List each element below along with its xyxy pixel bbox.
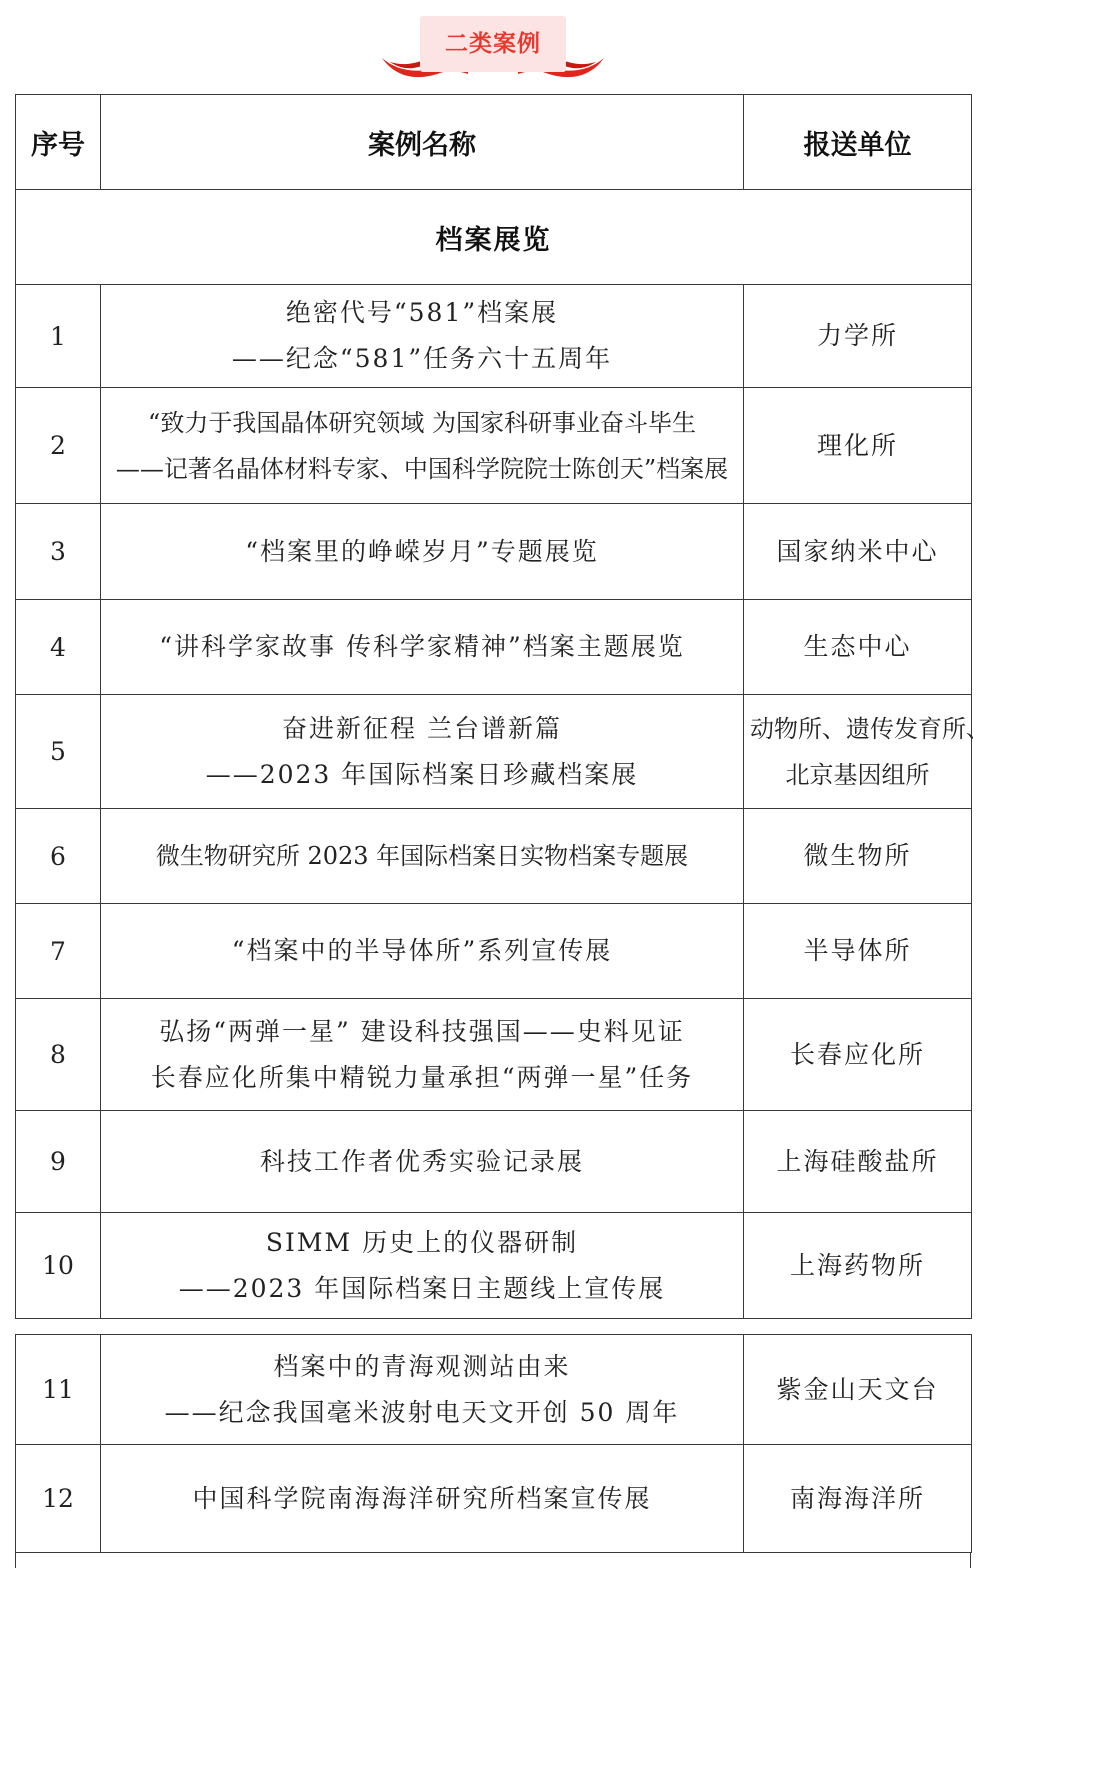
name-line: ——纪念我国毫米波射电天文开创 50 周年	[164, 1397, 680, 1427]
row-name	[101, 1213, 744, 1319]
table-row	[16, 1213, 972, 1319]
row-name	[101, 285, 744, 388]
table-row	[16, 285, 972, 388]
row-unit	[744, 504, 972, 600]
name-line: ——2023 年国际档案日主题线上宣传展	[178, 1273, 666, 1303]
row-unit	[744, 388, 972, 504]
cases-table	[15, 94, 990, 1319]
table-row	[16, 504, 972, 600]
unit-line: 上海药物所	[789, 1250, 925, 1280]
name-line: “致力于我国晶体研究领域 为国家科研事业奋斗毕生	[148, 408, 696, 437]
header-name: 案例名称	[101, 95, 744, 190]
header-seq: 序号	[16, 95, 101, 190]
name-line: SIMM 历史上的仪器研制	[265, 1227, 579, 1257]
name-line: ——记著名晶体材料专家、中国科学院院士陈创天”档案展	[115, 454, 729, 483]
row-seq: 5	[16, 695, 101, 809]
unit-line: 力学所	[816, 321, 898, 350]
unit-line: 紫金山天文台	[776, 1374, 939, 1404]
row-unit	[744, 285, 972, 388]
table-row	[16, 999, 972, 1111]
row-seq: 8	[16, 999, 101, 1111]
title-banner	[0, 0, 986, 90]
row-seq: 9	[16, 1111, 101, 1213]
row-seq: 10	[16, 1213, 101, 1319]
table-row	[16, 1445, 972, 1553]
name-line: 奋进新征程 兰台谱新篇	[282, 713, 562, 743]
row-name	[101, 809, 744, 904]
row-name	[101, 388, 744, 504]
row-unit	[744, 1335, 972, 1445]
name-line: 科技工作者优秀实验记录展	[259, 1146, 584, 1176]
unit-line: 长春应化所	[789, 1039, 925, 1069]
page-title: 二类案例	[445, 31, 541, 57]
name-line: ——纪念“581”任务六十五周年	[231, 344, 613, 373]
unit-line: 生态中心	[803, 632, 912, 661]
row-name	[101, 999, 744, 1111]
row-name	[101, 504, 744, 600]
name-line: “档案中的半导体所”系列宣传展	[231, 936, 613, 965]
row-seq: 2	[16, 388, 101, 504]
row-unit	[744, 904, 972, 999]
name-line: “讲科学家故事 传科学家精神”档案主题展览	[159, 632, 685, 661]
table-row	[16, 600, 972, 695]
table-row	[16, 388, 972, 504]
name-line: 微生物研究所 2023 年国际档案日实物档案专题展	[155, 842, 689, 870]
unit-line: 半导体所	[803, 936, 912, 965]
cases-table-continued	[15, 1334, 972, 1553]
name-line: “档案里的峥嵘岁月”专题展览	[245, 536, 599, 566]
table-row	[16, 904, 972, 999]
name-line: 绝密代号“581”档案展	[285, 298, 559, 327]
name-line: 档案中的青海观测站由来	[273, 1351, 571, 1381]
row-name	[101, 1335, 744, 1445]
row-name	[101, 1111, 744, 1213]
row-unit	[744, 695, 990, 809]
row-seq: 7	[16, 904, 101, 999]
row-seq: 11	[16, 1335, 101, 1445]
row-unit	[744, 600, 972, 695]
row-unit	[744, 999, 972, 1111]
unit-line: 微生物所	[803, 841, 912, 870]
row-seq: 3	[16, 504, 101, 600]
section-row	[16, 190, 972, 285]
table-row	[16, 809, 972, 904]
section-title: 档案展览	[16, 190, 972, 285]
header-unit: 报送单位	[744, 95, 972, 190]
row-name	[101, 904, 744, 999]
row-unit	[744, 1111, 972, 1213]
row-unit	[744, 1445, 972, 1553]
table-row	[16, 1335, 972, 1445]
table-row	[16, 695, 972, 809]
unit-line: 北京基因组所	[785, 760, 930, 789]
name-line: 长春应化所集中精锐力量承担“两弹一星”任务	[150, 1062, 694, 1092]
row-seq: 4	[16, 600, 101, 695]
row-seq: 12	[16, 1445, 101, 1553]
next-row-edge	[15, 1552, 971, 1568]
unit-line: 国家纳米中心	[776, 536, 939, 566]
name-line: 弘扬“两弹一星” 建设科技强国——史料见证	[159, 1016, 685, 1046]
row-name	[101, 600, 744, 695]
row-unit	[744, 809, 972, 904]
table-header-row	[16, 95, 972, 190]
unit-line: 南海海洋所	[789, 1483, 925, 1513]
unit-line: 理化所	[816, 430, 898, 460]
row-seq: 6	[16, 809, 101, 904]
row-unit	[744, 1213, 972, 1319]
unit-line: 动物所、遗传发育所、	[750, 714, 990, 743]
row-seq: 1	[16, 285, 101, 388]
name-line: ——2023 年国际档案日珍藏档案展	[205, 759, 639, 789]
table-row	[16, 1111, 972, 1213]
name-line: 中国科学院南海海洋研究所档案宣传展	[192, 1483, 652, 1513]
row-name	[101, 1445, 744, 1553]
unit-line: 上海硅酸盐所	[776, 1146, 939, 1176]
row-name	[101, 695, 744, 809]
